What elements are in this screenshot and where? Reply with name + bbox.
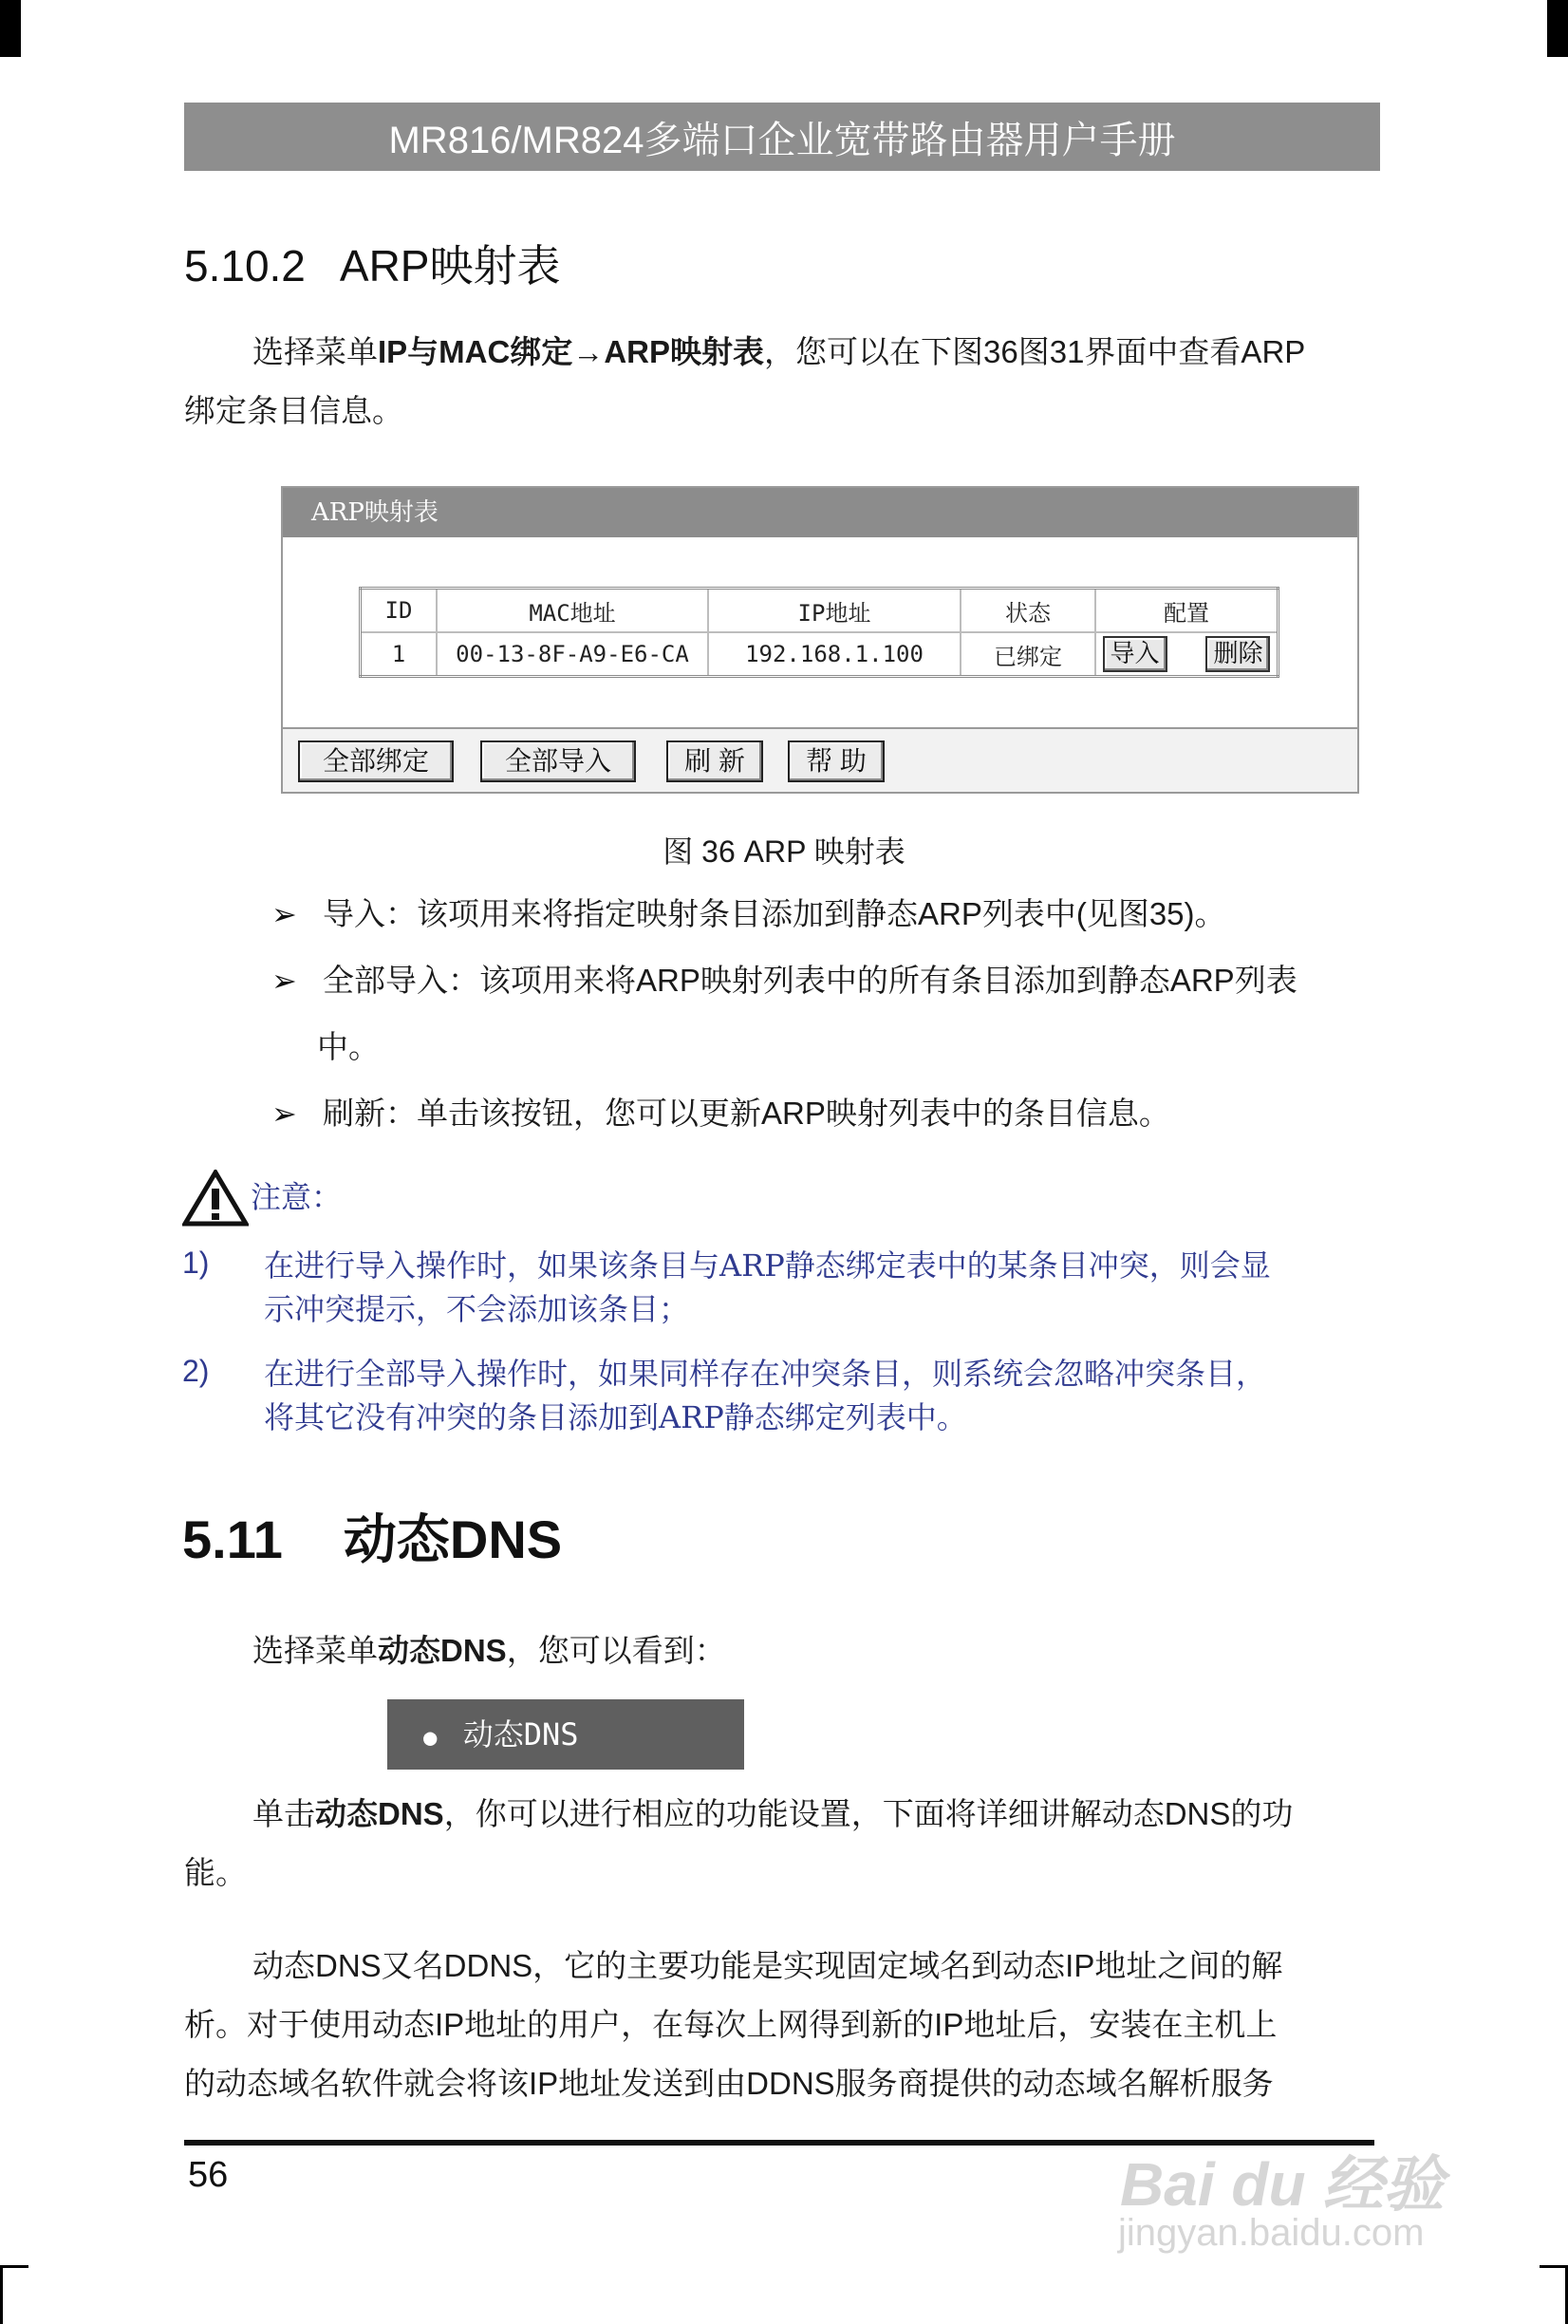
warning-icon — [182, 1170, 249, 1227]
arrow-bullet-icon: ➢ — [271, 897, 297, 931]
note-label: 注意： — [251, 1179, 343, 1215]
watermark-url: jingyan.baidu.com — [1118, 2212, 1425, 2254]
dns-paragraph-3: 动态DNS又名DDNS，它的主要功能是实现固定域名到动态IP地址之间的解 析。对于使用动态IP地址的用户，在每次上网得到新的IP地址后，安装在主机上 的动态域名软件就会将该IP地址发送到由DDNS服务商提供的动态域名解析服务 — [184, 1948, 1283, 2101]
cell-id: 1 — [361, 632, 438, 677]
bind-all-button[interactable]: 全部绑定 — [298, 740, 454, 782]
arrow-bullet-icon: ➢ — [271, 1096, 297, 1131]
col-config: 配置 — [1095, 589, 1279, 633]
col-id: ID — [361, 589, 438, 633]
crop-mark — [1547, 0, 1568, 57]
refresh-button[interactable]: 刷 新 — [666, 740, 763, 782]
page-header — [184, 103, 1380, 171]
dns-paragraph-2: 单击动态DNS，你可以进行相应的功能设置，下面将详细讲解动态DNS的功 能。 — [184, 1796, 1294, 1890]
import-all-button[interactable]: 全部导入 — [480, 740, 636, 782]
table-header-row — [361, 589, 1279, 633]
list-item: ➢ 导入：该项用来将指定映射条目添加到静态ARP列表中(见图35)。 — [271, 896, 1226, 931]
list-item: ➢ 全部导入：该项用来将ARP映射列表中的所有条目添加到静态ARP列表 — [271, 963, 1297, 998]
cell-ip: 192.168.1.100 — [708, 632, 961, 677]
list-item-continuation: 中。 — [317, 1029, 380, 1064]
section-heading-5-10-2: 5.10.2 ARP映射表 — [184, 241, 561, 290]
crop-mark — [0, 2267, 3, 2324]
note-item: 2) 在进行全部导入操作时，如果同样存在冲突条目，则系统会忽略冲突条目， 将其它没有冲突的条目添加到ARP静态绑定列表中。 — [182, 1354, 1267, 1435]
cell-status: 已绑定 — [961, 632, 1095, 677]
delete-button[interactable]: 删除 — [1205, 636, 1270, 672]
intro-paragraph: 选择菜单IP与MAC绑定→ARP映射表，您可以在下图36图31界面中查看ARP 绑定条目信息。 — [184, 334, 1306, 428]
watermark-logo: Bai du 经验 — [1120, 2150, 1445, 2219]
col-status: 状态 — [961, 589, 1095, 633]
page-number: 56 — [188, 2155, 229, 2195]
col-mac: MAC地址 — [437, 589, 708, 633]
cell-mac: 00-13-8F-A9-E6-CA — [437, 632, 708, 677]
panel-title: ARP映射表 — [283, 488, 1357, 537]
help-button[interactable]: 帮 助 — [788, 740, 885, 782]
section-heading-5-11: 5.11 动态DNS — [182, 1509, 563, 1569]
col-ip: IP地址 — [708, 589, 961, 633]
divider — [283, 727, 1357, 729]
table-row — [361, 632, 1279, 677]
bullet-dot-icon: ● — [423, 1724, 438, 1751]
list-item: ➢ 刷新：单击该按钮，您可以更新ARP映射列表中的条目信息。 — [271, 1096, 1170, 1131]
figure-caption: 图 36 ARP 映射表 — [663, 834, 905, 869]
note-item: 1) 在进行导入操作时，如果该条目与ARP静态绑定表中的某条目冲突，则会显 示冲突提示，不会添加该条目； — [182, 1246, 1271, 1327]
crop-mark — [0, 0, 21, 57]
dns-menu-item[interactable]: ● 动态DNS — [387, 1699, 744, 1770]
import-button[interactable]: 导入 — [1103, 636, 1167, 672]
cell-config — [1095, 632, 1279, 677]
dns-intro: 选择菜单动态DNS，您可以看到： — [252, 1633, 726, 1668]
bullet-list — [271, 881, 1391, 1147]
note-list — [182, 1244, 1388, 1456]
arp-table — [359, 587, 1279, 678]
header-title: MR816/MR824多端口企业宽带路由器用户手册 — [388, 119, 1176, 161]
crop-mark — [1540, 2265, 1568, 2268]
arp-mapping-panel — [281, 486, 1359, 794]
crop-mark — [0, 2265, 28, 2268]
arrow-bullet-icon: ➢ — [271, 964, 297, 998]
